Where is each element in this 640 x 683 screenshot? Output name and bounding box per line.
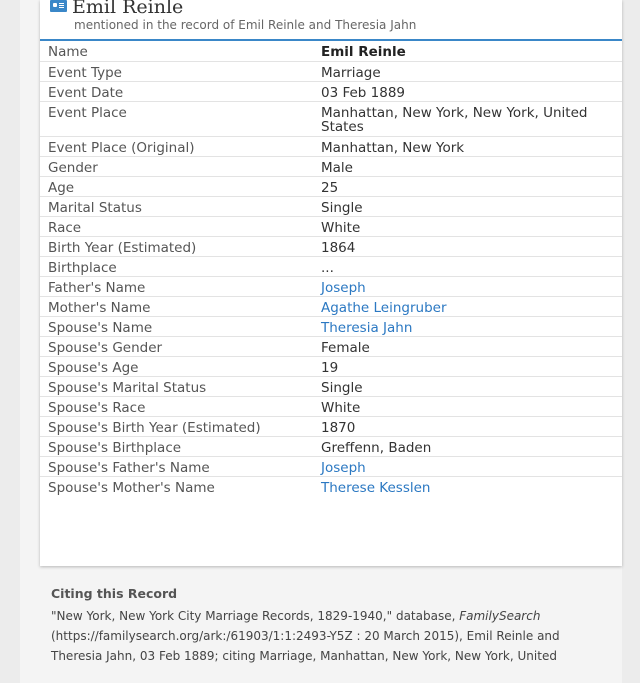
citation-source-name: FamilySearch [459, 609, 541, 623]
fact-row [40, 216, 622, 236]
person-name: Emil Reinle [72, 0, 184, 18]
fact-value: Female [303, 336, 622, 356]
citation-text [51, 606, 611, 666]
fact-row [40, 256, 622, 276]
fact-value: Single [303, 196, 622, 216]
fact-value-link[interactable]: Joseph [303, 276, 622, 296]
fact-value: ... [303, 256, 622, 276]
fact-row [40, 61, 622, 81]
fact-value-link[interactable]: Therese Kesslen [303, 476, 622, 496]
fact-label: Event Date [40, 81, 303, 101]
fact-label: Mother's Name [40, 296, 303, 316]
facts-table [40, 41, 622, 496]
fact-label: Spouse's Age [40, 356, 303, 376]
fact-value-link[interactable]: Theresia Jahn [303, 316, 622, 336]
fact-label: Age [40, 176, 303, 196]
fact-label: Race [40, 216, 303, 236]
fact-row [40, 156, 622, 176]
fact-row [40, 101, 622, 136]
fact-value: 1864 [303, 236, 622, 256]
citation-heading: Citing this Record [51, 586, 178, 601]
fact-row [40, 296, 622, 316]
record-header [40, 0, 622, 41]
fact-row [40, 396, 622, 416]
mention-text: mentioned in the record of Emil Reinle and Theresia Jahn [74, 18, 417, 32]
fact-row [40, 476, 622, 496]
citation-text-before: "New York, New York City Marriage Records, 1829-1940," database, [51, 609, 460, 623]
fact-row [40, 376, 622, 396]
fact-label: Spouse's Race [40, 396, 303, 416]
fact-label: Event Type [40, 61, 303, 81]
fact-row [40, 236, 622, 256]
citation-text-after: (https://familysearch.org/ark:/61903/1:1:2493-Y5Z : 20 March 2015), Emil Reinle and Theresia Jahn, 03 Feb 1889; citing Marriage, Manhattan, New York, New York, United [51, 629, 560, 663]
fact-row [40, 436, 622, 456]
fact-label: Spouse's Marital Status [40, 376, 303, 396]
fact-label: Marital Status [40, 196, 303, 216]
fact-label: Spouse's Name [40, 316, 303, 336]
citation-section [51, 586, 611, 666]
fact-row [40, 456, 622, 476]
fact-value: White [303, 216, 622, 236]
fact-value: Emil Reinle [321, 44, 406, 60]
record-card [40, 0, 622, 566]
fact-value: 25 [303, 176, 622, 196]
fact-label: Spouse's Gender [40, 336, 303, 356]
fact-value-link[interactable]: Joseph [303, 456, 622, 476]
fact-value: Single [303, 376, 622, 396]
fact-label: Gender [40, 156, 303, 176]
fact-value-link[interactable]: Agathe Leingruber [303, 296, 622, 316]
fact-label: Spouse's Father's Name [40, 456, 303, 476]
fact-value: White [303, 396, 622, 416]
fact-value: 19 [303, 356, 622, 376]
fact-value: 1870 [303, 416, 622, 436]
fact-row [40, 196, 622, 216]
fact-label: Spouse's Mother's Name [40, 476, 303, 496]
fact-row [40, 136, 622, 156]
fact-label: Event Place [40, 101, 303, 136]
fact-row [40, 276, 622, 296]
fact-row [40, 176, 622, 196]
fact-row [40, 41, 622, 61]
fact-label: Event Place (Original) [40, 136, 303, 156]
fact-row [40, 356, 622, 376]
fact-label: Father's Name [40, 276, 303, 296]
fact-value: Manhattan, New York [303, 136, 622, 156]
record-icon [50, 0, 67, 12]
page-background [20, 0, 622, 683]
fact-row [40, 416, 622, 436]
fact-row [40, 336, 622, 356]
fact-label: Birthplace [40, 256, 303, 276]
fact-value: Greffenn, Baden [303, 436, 622, 456]
fact-value: Marriage [303, 61, 622, 81]
fact-value: Manhattan, New York, New York, United States [303, 101, 622, 136]
fact-label: Spouse's Birthplace [40, 436, 303, 456]
fact-row [40, 81, 622, 101]
fact-row [40, 316, 622, 336]
fact-value: Male [303, 156, 622, 176]
fact-value: 03 Feb 1889 [303, 81, 622, 101]
fact-label: Name [48, 44, 88, 60]
fact-label: Spouse's Birth Year (Estimated) [40, 416, 303, 436]
fact-label: Birth Year (Estimated) [40, 236, 303, 256]
